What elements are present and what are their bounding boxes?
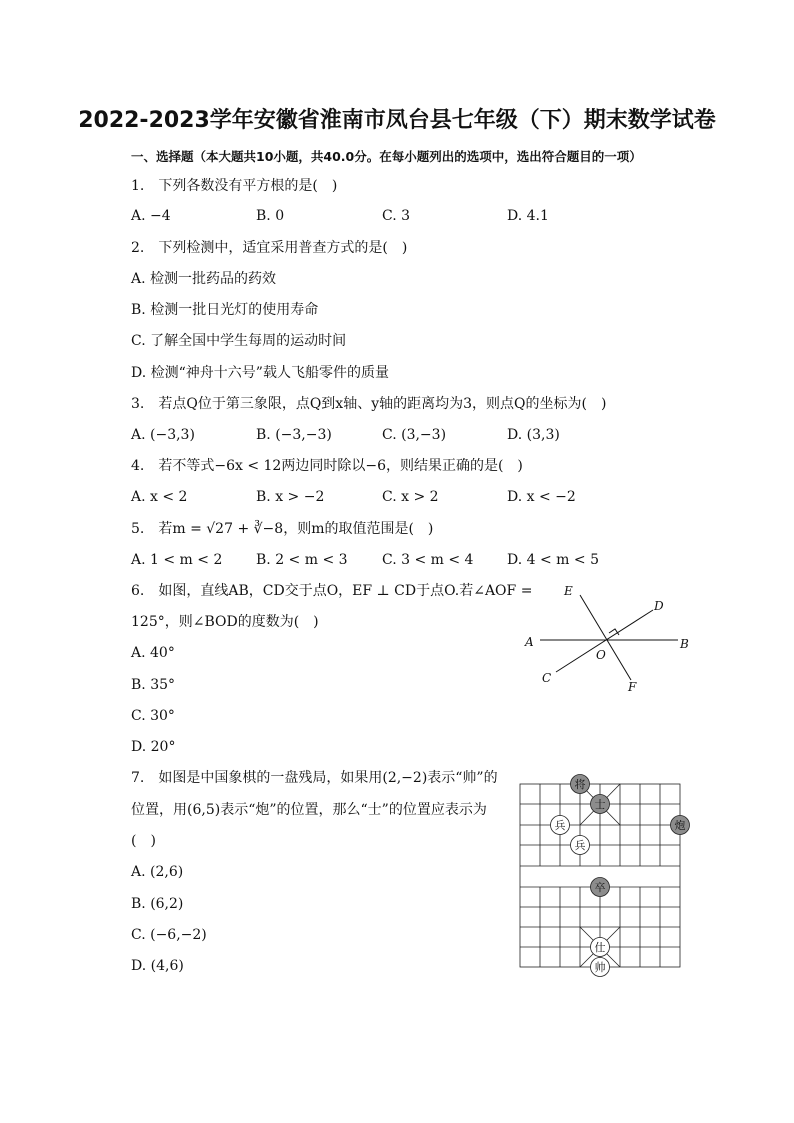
- piece-shuai: [591, 958, 610, 977]
- q5-option-a: A. 1 < m < 2: [131, 552, 223, 568]
- q1-option-c: C. 3: [382, 208, 411, 224]
- piece-shi-bottom: [591, 938, 610, 957]
- q1-option-b: B. 0: [256, 208, 285, 224]
- piece-shi-top: [591, 795, 610, 814]
- q3-option-d: D. (3,3): [507, 427, 560, 443]
- label-b: B: [680, 637, 689, 651]
- svg-text:兵: 兵: [554, 819, 566, 832]
- q2-option-c: C. 了解全国中学生每周的运动时间: [131, 333, 347, 349]
- q4-option-b: B. x > −2: [256, 489, 325, 505]
- q6-geometry-figure: [518, 580, 698, 695]
- piece-pao: [671, 816, 690, 835]
- q7-option-d: D. (4,6): [131, 958, 184, 974]
- q7-option-c: C. (−6,−2): [131, 927, 207, 943]
- line-cd: [556, 610, 653, 672]
- label-a: A: [525, 635, 534, 649]
- label-c: C: [542, 671, 552, 685]
- q2-option-a: A. 检测一批药品的药效: [131, 271, 277, 287]
- svg-text:炮: 炮: [674, 819, 686, 832]
- piece-jiang: [571, 775, 590, 794]
- q3-option-a: A. (−3,3): [131, 427, 195, 443]
- q1-option-a: A. −4: [131, 208, 171, 224]
- line-ef: [580, 595, 631, 680]
- page-title: 2022-2023学年安徽省淮南市凤台县七年级（下）期末数学试卷: [78, 108, 716, 133]
- piece-bing-center: [571, 836, 590, 855]
- q7-stem-line2: 位置，用(6,5)表示“炮”的位置，那么“士”的位置应表示为: [131, 802, 487, 818]
- q6-stem-line2: 125°，则∠BOD的度数为( ): [131, 614, 319, 630]
- label-o: O: [596, 648, 606, 662]
- q5-option-c: C. 3 < m < 4: [382, 552, 474, 568]
- svg-text:将: 将: [574, 778, 586, 791]
- q4-option-a: A. x < 2: [131, 489, 188, 505]
- q2-option-d: D. 检测“神舟十六号”载人飞船零件的质量: [131, 365, 389, 381]
- q1-stem: 1. 下列各数没有平方根的是( ): [131, 178, 338, 194]
- label-f: F: [628, 680, 637, 694]
- q7-stem-line1: 7. 如图是中国象棋的一盘残局，如果用(2,−2)表示“帅”的: [131, 770, 498, 786]
- q7-option-b: B. (6,2): [131, 896, 184, 912]
- section-heading: 一、选择题（本大题共10小题，共40.0分。在每小题列出的选项中，选出符合题目的一项）: [131, 149, 642, 164]
- svg-text:仕: 仕: [594, 941, 606, 954]
- label-e: E: [564, 584, 573, 598]
- q6-option-a: A. 40°: [131, 645, 175, 661]
- q4-option-c: C. x > 2: [382, 489, 439, 505]
- q7-stem-line3: ( ): [131, 833, 156, 849]
- q2-stem: 2. 下列检测中，适宜采用普查方式的是( ): [131, 240, 408, 256]
- right-angle-mark: [609, 629, 619, 635]
- q3-stem: 3. 若点Q位于第三象限，点Q到x轴、y轴的距离均为3，则点Q的坐标为( ): [131, 396, 607, 412]
- q5-option-d: D. 4 < m < 5: [507, 552, 599, 568]
- q2-option-b: B. 检测一批日光灯的使用寿命: [131, 302, 319, 318]
- q6-option-d: D. 20°: [131, 739, 176, 755]
- q6-option-c: C. 30°: [131, 708, 175, 724]
- label-d: D: [654, 599, 664, 613]
- q3-option-b: B. (−3,−3): [256, 427, 332, 443]
- q3-option-c: C. (3,−3): [382, 427, 447, 443]
- svg-text:士: 士: [594, 798, 606, 811]
- q7-chess-board: [510, 770, 695, 980]
- piece-bing-left: [551, 816, 570, 835]
- svg-text:帅: 帅: [594, 961, 606, 974]
- piece-zu: [591, 878, 610, 897]
- svg-text:兵: 兵: [574, 839, 586, 852]
- svg-text:卒: 卒: [594, 881, 606, 894]
- q5-option-b: B. 2 < m < 3: [256, 552, 348, 568]
- q7-option-a: A. (2,6): [131, 864, 184, 880]
- q4-stem: 4. 若不等式−6x < 12两边同时除以−6，则结果正确的是( ): [131, 458, 523, 474]
- q6-option-b: B. 35°: [131, 677, 176, 693]
- q6-stem-line1: 6. 如图，直线AB，CD交于点O，EF ⊥ CD于点O.若∠AOF =: [131, 583, 533, 599]
- q4-option-d: D. x < −2: [507, 489, 576, 505]
- q5-stem: 5. 若m = √27 + ∛−8，则m的取值范围是( ): [131, 521, 434, 537]
- q1-option-d: D. 4.1: [507, 208, 549, 224]
